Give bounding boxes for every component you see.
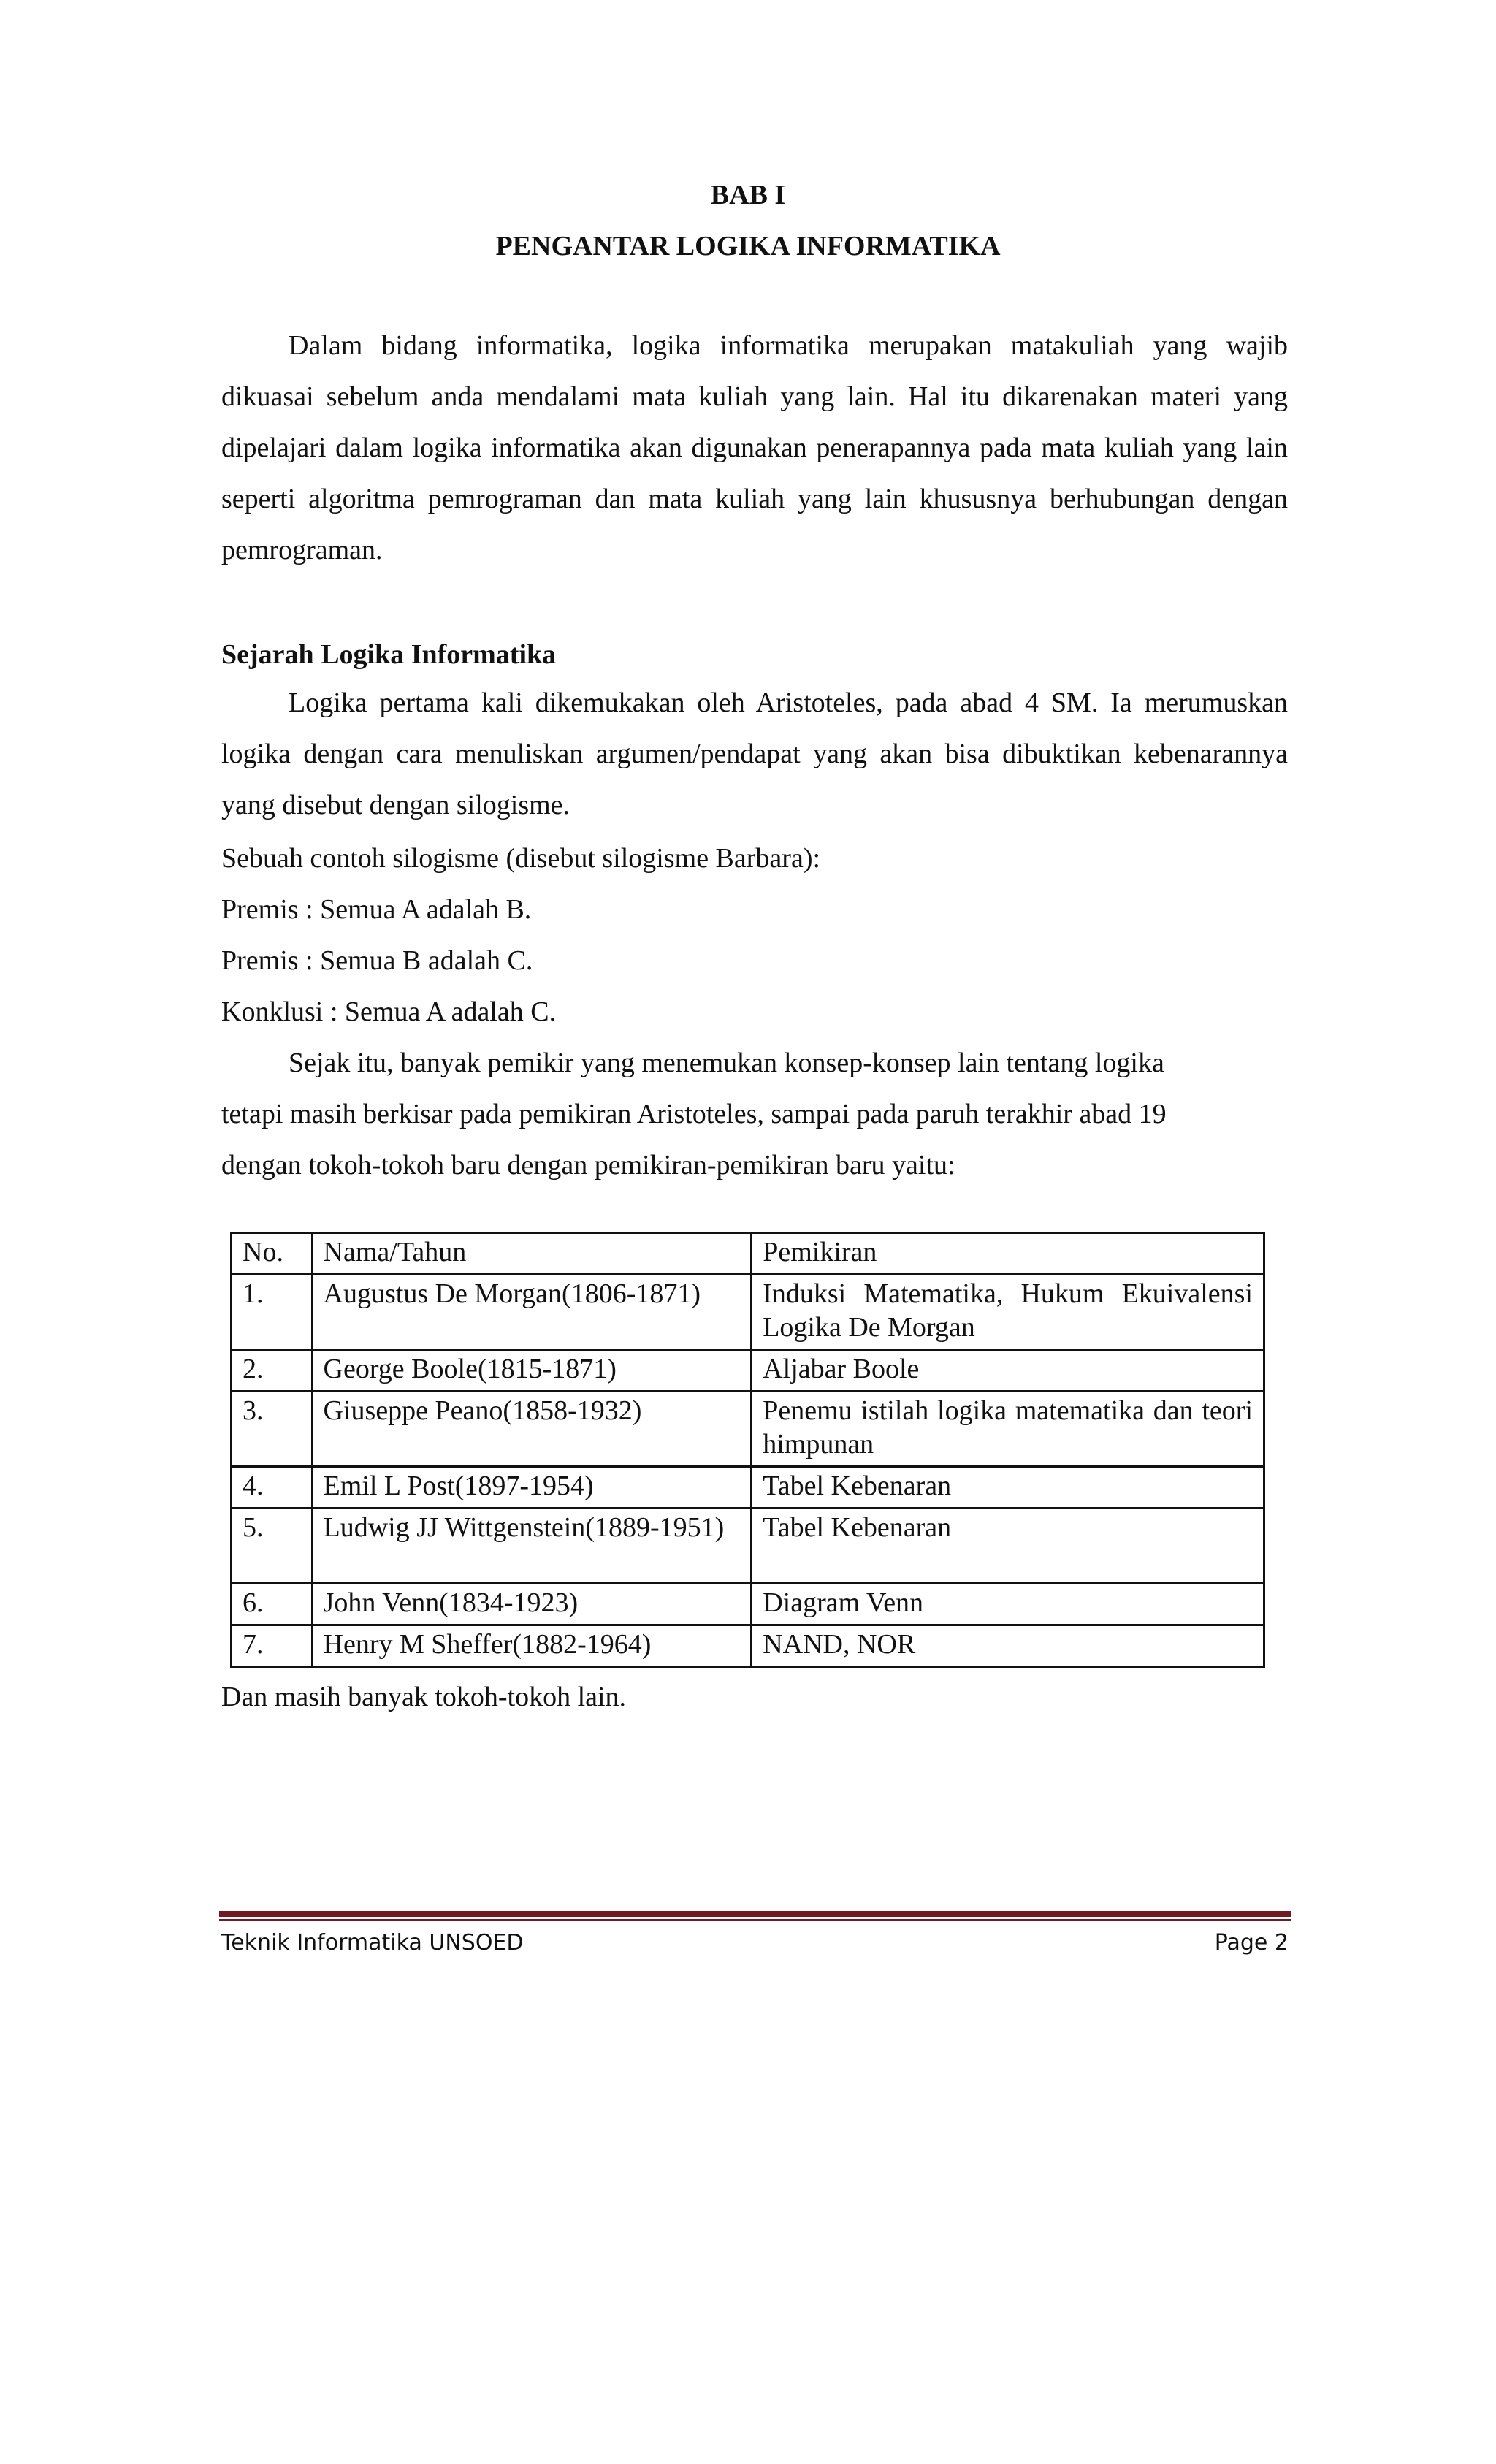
premise-1: Premis : Semua A adalah B.	[221, 894, 532, 925]
row-idea: NAND, NOR	[752, 1625, 1264, 1667]
row-idea: Induksi Matematika, Hukum Ekuivalensi Logika De Morgan	[752, 1275, 1264, 1350]
table-row	[232, 1392, 1264, 1467]
header-idea: Pemikiran	[752, 1233, 1264, 1275]
row-idea: Tabel Kebenaran	[752, 1467, 1264, 1508]
row-no: 4.	[232, 1467, 313, 1508]
footer-rule-thick	[219, 1911, 1291, 1917]
footer-rule-thin	[219, 1919, 1291, 1921]
row-no: 6.	[232, 1584, 313, 1625]
table-row	[232, 1625, 1264, 1667]
section-heading: Sejarah Logika Informatika	[221, 639, 557, 670]
row-name: Henry M Sheffer(1882-1964)	[312, 1625, 752, 1667]
row-name: John Venn(1834-1923)	[312, 1584, 752, 1625]
row-name: Ludwig JJ Wittgenstein(1889-1951)	[312, 1508, 752, 1584]
table-row	[232, 1584, 1264, 1625]
intro-paragraph: Dalam bidang informatika, logika informatika merupakan matakuliah yang wajib dikuasai sebelum anda mendalami mata kuliah yang lain. Hal itu dikarenakan materi yang dipelajari dalam logika informatika akan digunakan penerapannya pada mata kuliah yang lain seperti algoritma pemrograman dan mata kuliah yang lain khususnya berhubungan dengan pemrograman.	[221, 330, 1288, 565]
row-no: 2.	[232, 1350, 313, 1392]
table-row	[232, 1467, 1264, 1508]
table-row	[232, 1275, 1264, 1350]
footer-page-number: Page 2	[1214, 1930, 1289, 1956]
row-name: Augustus De Morgan(1806-1871)	[312, 1275, 752, 1350]
footer-institution: Teknik Informatika UNSOED	[221, 1930, 524, 1956]
footer-rule	[219, 1911, 1291, 1921]
table-row	[232, 1350, 1264, 1392]
syllogism-intro: Sebuah contoh silogisme (disebut silogisme Barbara):	[221, 843, 821, 874]
premise-2: Premis : Semua B adalah C.	[221, 945, 533, 976]
row-idea: Aljabar Boole	[752, 1350, 1264, 1392]
row-no: 5.	[232, 1508, 313, 1584]
history-paragraph-2-line-3: dengan tokoh-tokoh baru dengan pemikiran-pemikiran baru yaitu:	[221, 1150, 955, 1180]
row-idea: Diagram Venn	[752, 1584, 1264, 1625]
row-name: George Boole(1815-1871)	[312, 1350, 752, 1392]
row-idea: Penemu istilah logika matematika dan teori himpunan	[752, 1392, 1264, 1467]
history-paragraph: Logika pertama kali dikemukakan oleh Aristoteles, pada abad 4 SM. Ia merumuskan logika dengan cara menuliskan argumen/pendapat yang akan bisa dibuktikan kebenarannya yang disebut dengan silogisme.	[221, 687, 1288, 820]
row-idea: Tabel Kebenaran	[752, 1508, 1264, 1584]
row-no: 7.	[232, 1625, 313, 1667]
chapter-number: BAB I	[710, 180, 786, 210]
logicians-table	[230, 1232, 1265, 1668]
history-paragraph-2-line-2: tetapi masih berkisar pada pemikiran Aristoteles, sampai pada paruh terakhir abad 19	[221, 1099, 1167, 1129]
row-no: 3.	[232, 1392, 313, 1467]
table-row	[232, 1508, 1264, 1584]
row-no: 1.	[232, 1275, 313, 1350]
header-no: No.	[232, 1233, 313, 1275]
history-paragraph-2-line-1: Sejak itu, banyak pemikir yang menemukan konsep-konsep lain tentang logika	[289, 1048, 1164, 1078]
chapter-title: PENGANTAR LOGIKA INFORMATIKA	[495, 231, 1001, 262]
conclusion: Konklusi : Semua A adalah C.	[221, 996, 557, 1027]
table-header-row	[232, 1233, 1264, 1275]
row-name: Emil L Post(1897-1954)	[312, 1467, 752, 1508]
header-name: Nama/Tahun	[312, 1233, 752, 1275]
closing-text: Dan masih banyak tokoh-tokoh lain.	[221, 1682, 627, 1712]
row-name: Giuseppe Peano(1858-1932)	[312, 1392, 752, 1467]
